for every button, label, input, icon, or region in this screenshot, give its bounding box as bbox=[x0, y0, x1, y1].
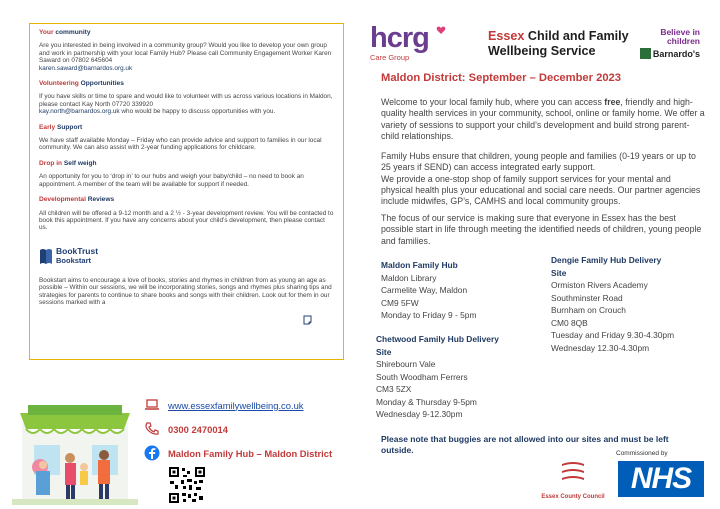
family-hubs-paragraph: Family Hubs ensure that children, young people and families (0-19 years or up to 25 years if SEND) can access integrated early support. We provide a one-stop shop of family support services for your mental and physical health plus your educational and social care needs. Our partner agencies include midwifes, GP’s, CAMHS and local community groups. bbox=[381, 151, 701, 207]
barnardos-logo: Believe in children Barnardo's bbox=[628, 28, 700, 59]
laptop-icon bbox=[144, 397, 160, 413]
barnardos-icon bbox=[640, 48, 651, 59]
book-icon bbox=[39, 247, 53, 265]
welcome-paragraph: Welcome to your local family hub, where you can access free, friendly and high-quality health services in your community, school, online or family home. We offer a variety of sessions to support your child’s development and build strong parent-child relationships. bbox=[381, 97, 705, 141]
nhs-logo: NHS bbox=[618, 461, 704, 497]
volunteering-email-link[interactable]: kay.north@barnardos.org.uk bbox=[39, 108, 120, 116]
developmental-body: All children will be offered a 9-12 month and a 2 ½ - 3-year development review. You will be contacted to book this appointment. If you have any concerns about your child’s development, then please contact us. bbox=[39, 209, 334, 232]
buggy-notice: Please note that buggies are not allowed into our sites and must be left outside. bbox=[381, 434, 669, 455]
dengie-hub: Dengie Family Hub Delivery Site Ormiston Rivers Academy Southminster Road Burnham on Crouch CM0 8QB Tuesday and Friday 9.30-4.30pm Wednesday 12.30-4.30pm bbox=[551, 255, 675, 353]
chetwood-hub: Chetwood Family Hub Delivery Site Shirebourn Vale South Woodham Ferrers CM3 5ZX Monday & Thursday 9-5pm Wednesday 9-12.30pm bbox=[376, 334, 499, 419]
facebook-icon bbox=[144, 445, 160, 461]
left-info-box bbox=[29, 23, 344, 360]
qr-code[interactable] bbox=[168, 466, 206, 504]
essex-county-council-logo: Essex County Council bbox=[538, 458, 608, 500]
early-support-heading: Early Support bbox=[39, 123, 83, 131]
booktrust-logo: BookTrust Bookstart bbox=[39, 245, 335, 267]
header-logos bbox=[370, 22, 700, 65]
volunteering-body: If you have skills or time to spare and would like to volunteer with us across various locations in Maldon, please contact Kay North 07720 339920 kay.north@barnardos.org.uk who would be happy to discuss opportunities with you. bbox=[39, 93, 333, 116]
developmental-heading: Developmental Reviews bbox=[39, 196, 115, 204]
county-arms-icon bbox=[558, 458, 588, 488]
maldon-hub: Maldon Family Hub Maldon Library Carmelite Way, Maldon CM9 5FW Monday to Friday 9 - 5pm bbox=[381, 260, 477, 320]
website-link[interactable]: www.essexfamilywellbeing.co.uk bbox=[168, 399, 304, 411]
bookstart-body: Bookstart aims to encourage a love of books, stories and rhymes in children from as young an age as possible – Within our sessions, we will be incorporating stories, songs and rhymes plus sharing tips and strategies for parents to continue to share books and songs with their children. Look out for them in our sessions marked with a bbox=[39, 276, 332, 306]
hcrg-logo: hcrg Care Group bbox=[370, 25, 446, 62]
page-title: Maldon District: September – December 2023 bbox=[381, 72, 621, 84]
community-heading: Your community bbox=[39, 29, 91, 36]
volunteering-heading: Volunteering Opportunities bbox=[39, 80, 124, 88]
family-hub-illustration bbox=[12, 385, 138, 505]
commissioned-by-label: Commissioned by bbox=[616, 450, 668, 457]
phone-number[interactable]: 0300 2470014 bbox=[168, 423, 228, 435]
focus-paragraph: The focus of our service is making sure that everyone in Essex has the best possible start in life through meeting the identified needs of children, young people and families. bbox=[381, 213, 702, 246]
drop-in-heading: Drop in Self weigh bbox=[39, 159, 97, 167]
phone-icon bbox=[144, 421, 160, 437]
heart-icon bbox=[436, 25, 446, 35]
drop-in-body: An opportunity for you to ‘drop in’ to our hubs and weigh your baby/child – no need to book an appointment. A member of the team will be available for support if needed. bbox=[39, 173, 304, 188]
contact-block bbox=[144, 395, 332, 467]
early-support-body: We have staff available Monday – Friday who can provide advice and support to families in our local community. We can also assist with 2-year funding applications for childcare. bbox=[39, 137, 322, 152]
essex-wellbeing-logo: Essex Child and Family Wellbeing Service bbox=[488, 29, 629, 58]
community-body: Are you interested in being involved in a community group? Would you like to develop your own group and work in partnership with your local Family Hub? Please call Community Engagement Worker Karen Saward on 07802 645604 karen.saward@barnardos.org.uk bbox=[39, 42, 332, 72]
bookstart-marker-icon bbox=[302, 315, 312, 325]
facebook-link[interactable]: Maldon Family Hub – Maldon District bbox=[168, 447, 333, 459]
community-email-link[interactable]: karen.saward@barnardos.org.uk bbox=[39, 64, 133, 72]
